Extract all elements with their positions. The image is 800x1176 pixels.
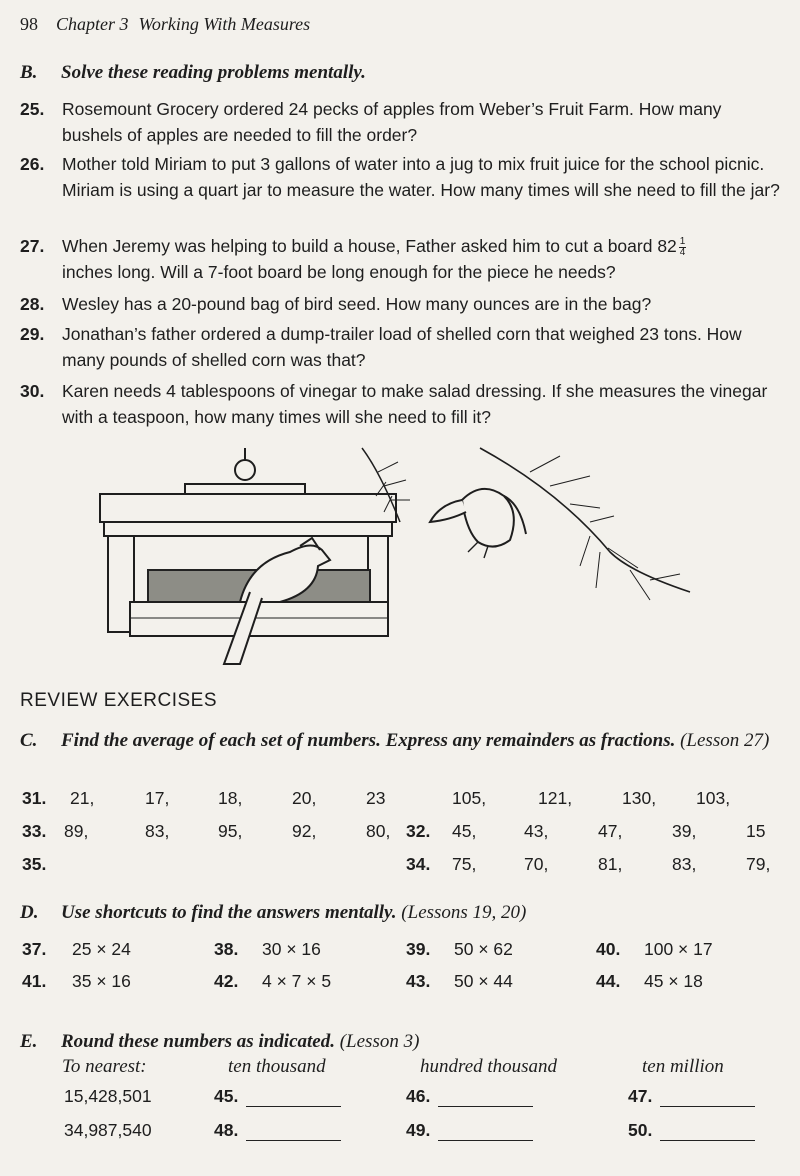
answer-slot	[214, 1120, 341, 1141]
answer-slot	[214, 1086, 341, 1107]
answer-slot	[406, 1120, 533, 1141]
shortcut-row-1	[0, 939, 800, 961]
problem-number: 39.	[406, 939, 431, 959]
problem-27	[20, 233, 782, 285]
problem-number: 42.	[214, 971, 239, 991]
answer-slot	[406, 1086, 533, 1107]
math-expression: 4 × 7 × 5	[262, 971, 332, 991]
problem-text: Wesley has a 20-pound bag of bird seed. How many ounces are in the bag?	[62, 294, 652, 314]
problem-text	[62, 233, 782, 285]
number-value: 34,987,540	[64, 1120, 152, 1140]
problem-26	[20, 151, 782, 203]
problem-number: 38.	[214, 939, 239, 959]
section-instructions: Solve these reading problems mentally.	[61, 62, 366, 83]
hanger-ring	[235, 460, 255, 480]
number-value: 18,	[218, 788, 243, 808]
number-value: 105,	[452, 788, 487, 808]
lesson-reference: (Lesson 3)	[339, 1031, 420, 1052]
problem-number: 40.	[596, 939, 621, 959]
number-value: 23	[366, 788, 386, 808]
section-instructions: Use shortcuts to find the answers mentally.	[61, 902, 397, 923]
problem-text-part: inches long. Will a 7-foot board be long enough for the piece he needs?	[62, 262, 616, 282]
number-value: 75,	[452, 854, 477, 874]
problem-number: 50.	[628, 1120, 653, 1140]
number-value: 39,	[672, 821, 697, 841]
problem-29	[20, 321, 782, 373]
number-value: 92,	[292, 821, 317, 841]
problem-text-part: When Jeremy was helping to build a house, Father asked him to cut a board 82	[62, 236, 677, 256]
math-expression: 45 × 18	[644, 971, 703, 991]
number-value: 45,	[452, 821, 477, 841]
rounding-row-2	[0, 1120, 800, 1144]
answer-blank[interactable]	[246, 1090, 341, 1107]
section-letter: E.	[20, 1031, 38, 1052]
number-value: 83,	[145, 821, 170, 841]
answer-slot	[628, 1120, 755, 1141]
section-instructions: Find the average of each set of numbers. Express any remainders as fractions.	[61, 730, 676, 751]
answer-slot	[628, 1086, 755, 1107]
lesson-reference: (Lesson 27)	[680, 730, 770, 751]
fraction-denominator: 4	[679, 246, 686, 258]
average-row-31	[0, 788, 800, 810]
problem-28	[20, 291, 782, 317]
bird-feeder-illustration	[90, 442, 730, 670]
column-header: ten thousand	[228, 1056, 326, 1077]
section-e-title	[20, 1031, 419, 1053]
number-value: 95,	[218, 821, 243, 841]
number-value: 79,	[746, 854, 771, 874]
problem-number: 49.	[406, 1120, 431, 1140]
number-value: 89,	[64, 821, 89, 841]
number-value: 70,	[524, 854, 549, 874]
page-number: 98	[20, 14, 38, 34]
number-value: 43,	[524, 821, 549, 841]
section-b-title	[20, 62, 366, 84]
feeder-roof	[100, 494, 396, 522]
problem-30	[20, 378, 782, 430]
fraction-numerator: 1	[679, 235, 686, 247]
problem-number: 48.	[214, 1120, 239, 1140]
average-row-33-32	[0, 821, 800, 843]
section-letter: B.	[20, 62, 38, 83]
answer-blank[interactable]	[660, 1090, 755, 1107]
problem-text: Karen needs 4 tablespoons of vinegar to make salad dressing. If she measures the vinegar with a teaspoon, how many times will she need to fill it?	[62, 381, 768, 427]
rounding-row-1	[0, 1086, 800, 1110]
number-value: 47,	[598, 821, 623, 841]
column-label: To nearest:	[62, 1056, 147, 1077]
column-header: hundred thousand	[420, 1056, 558, 1077]
math-expression: 50 × 62	[454, 939, 513, 959]
problem-number: 28.	[20, 294, 45, 314]
problem-number: 41.	[22, 971, 47, 991]
review-heading: REVIEW EXERCISES	[20, 690, 217, 711]
number-value: 83,	[672, 854, 697, 874]
answer-blank[interactable]	[660, 1124, 755, 1141]
column-header: ten million	[642, 1056, 724, 1077]
number-value: 21,	[70, 788, 95, 808]
problem-number: 47.	[628, 1086, 653, 1106]
problem-number: 30.	[20, 381, 45, 401]
problem-text: Mother told Miriam to put 3 gallons of water into a jug to mix fruit juice for the school picnic. Miriam is using a quart jar to measure the water. How many times will she need to fill the jar?	[62, 154, 780, 200]
answer-blank[interactable]	[438, 1124, 533, 1141]
page-header	[20, 14, 310, 35]
number-value: 15	[746, 821, 766, 841]
number-value: 20,	[292, 788, 317, 808]
problem-number: 37.	[22, 939, 47, 959]
problem-number: 46.	[406, 1086, 431, 1106]
problem-text: Rosemount Grocery ordered 24 pecks of apples from Weber’s Fruit Farm. How many bushels of apples are needed to fill the order?	[62, 99, 722, 145]
average-row-35-34	[0, 854, 800, 876]
chapter-label: Chapter 3	[56, 14, 129, 34]
section-letter: C.	[20, 730, 38, 751]
problem-number: 25.	[20, 99, 45, 119]
problem-number: 33.	[22, 821, 47, 841]
shortcut-row-2	[0, 971, 800, 993]
section-d-title	[20, 902, 526, 924]
problem-25	[20, 96, 782, 148]
math-expression: 35 × 16	[72, 971, 131, 991]
number-value: 15,428,501	[64, 1086, 152, 1106]
number-value: 81,	[598, 854, 623, 874]
section-instructions: Round these numbers as indicated.	[61, 1031, 335, 1052]
problem-number: 35.	[22, 854, 47, 874]
number-value: 121,	[538, 788, 573, 808]
problem-number: 26.	[20, 154, 45, 174]
problem-text: Jonathan’s father ordered a dump-trailer load of shelled corn that weighed 23 tons. How many pounds of shelled corn was that?	[62, 324, 742, 370]
problem-number: 31.	[22, 788, 47, 808]
number-value: 130,	[622, 788, 657, 808]
problem-number: 43.	[406, 971, 431, 991]
problem-number: 27.	[20, 236, 45, 256]
problem-number: 29.	[20, 324, 45, 344]
number-value: 80,	[366, 821, 391, 841]
math-expression: 50 × 44	[454, 971, 513, 991]
math-expression: 25 × 24	[72, 939, 131, 959]
math-expression: 100 × 17	[644, 939, 713, 959]
answer-blank[interactable]	[246, 1124, 341, 1141]
fraction	[679, 237, 687, 258]
chapter-title: Working With Measures	[138, 14, 311, 34]
math-expression: 30 × 16	[262, 939, 321, 959]
section-c-title	[20, 728, 780, 753]
answer-blank[interactable]	[438, 1090, 533, 1107]
problem-number: 45.	[214, 1086, 239, 1106]
lesson-reference: (Lessons 19, 20)	[401, 902, 527, 923]
problem-number: 32.	[406, 821, 431, 841]
problem-number: 44.	[596, 971, 621, 991]
number-value: 103,	[696, 788, 731, 808]
number-value: 17,	[145, 788, 170, 808]
problem-number: 34.	[406, 854, 431, 874]
section-letter: D.	[20, 902, 39, 923]
